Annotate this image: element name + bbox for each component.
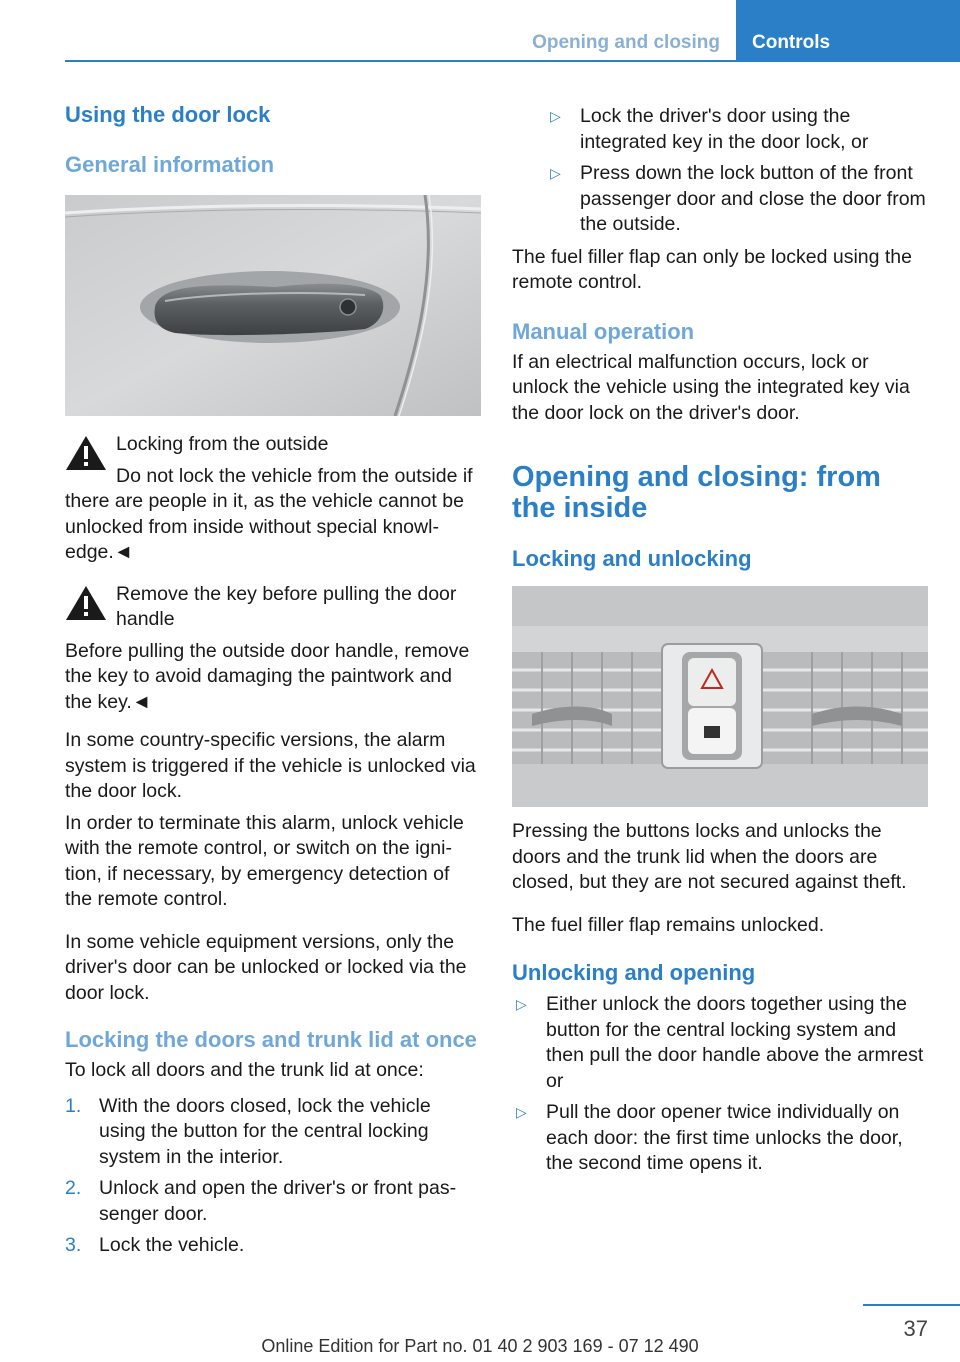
step-text: With the doors closed, lock the vehicle using the button for the central locking system in the interior. (99, 1094, 431, 1168)
heading-using-door-lock: Using the door lock (65, 102, 271, 127)
triangle-bullet-icon: ▷ (516, 996, 527, 1012)
heading-locking-unlocking: Locking and unlocking (512, 546, 752, 571)
heading-opening-closing-inside: Opening and closing: from the inside (512, 461, 881, 524)
triangle-bullet-icon: ▷ (550, 108, 561, 124)
door-handle-image (65, 195, 481, 416)
footer-rule (863, 1304, 960, 1306)
paragraph-terminate-alarm: In order to terminate this alarm, unlock vehicle with the remote control, or switch on the ignition, if necessary, by emergency detection of the remote control. (65, 811, 464, 910)
step-text: Lock the vehicle. (99, 1234, 245, 1256)
list-item (512, 1100, 928, 1177)
right-column (512, 104, 928, 1177)
heading-locking-at-once: Locking the doors and trunk lid at once (65, 1027, 477, 1052)
paragraph-equipment-versions: In some vehicle equipment versions, only the driver's door can be unlocked or locked via the door lock. (65, 930, 467, 1004)
step-number: 1. (65, 1094, 82, 1117)
bullet-text: Press down the lock button of the front passenger door and close the door from the outside. (580, 162, 926, 235)
left-column (65, 100, 481, 1259)
list-item (65, 1176, 481, 1227)
paragraph-to-lock: To lock all doors and the trunk lid at once: (65, 1059, 424, 1081)
warning-title: Locking from the outside (116, 433, 329, 455)
bullet-list-lock-methods (512, 104, 928, 238)
warning-body: Before pulling the outside door handle, remove the key to avoid damaging the paintwork and the key.◄ (65, 639, 470, 713)
list-item (546, 161, 928, 238)
header-tab-controls: Controls (736, 0, 960, 62)
warning-title: Remove the key before pulling the door handle (116, 582, 457, 630)
heading-general-information: General information (65, 152, 275, 177)
heading-manual-operation: Manual operation (512, 318, 695, 344)
paragraph-fuel-flap-locked: The fuel filler flap can only be locked using the remote control. (512, 245, 912, 293)
steps-list (65, 1094, 481, 1259)
paragraph-pressing-buttons: Pressing the buttons locks and unlocks the doors and the trunk lid when the doors are closed, but they are not secured against theft. (512, 820, 907, 893)
list-item (512, 992, 928, 1094)
paragraph-manual-operation: If an electrical malfunction occurs, lock or unlock the vehicle using the integrated key via the door lock on the driver's door. (512, 350, 910, 424)
bullet-text: Either unlock the doors together using the button for the central locking system and then pull the door handle above the armrest or (546, 993, 924, 1092)
paragraph-alarm: In some country-specific versions, the alarm system is triggered if the vehicle is unlocked via the door lock. (65, 729, 476, 802)
header-section-title: Opening and closing (532, 32, 720, 53)
bullet-text: Lock the driver's door using the integrated key in the door lock, or (580, 105, 869, 153)
warning-locking-outside (65, 432, 481, 566)
warning-triangle-icon (65, 584, 107, 622)
paragraph-fuel-flap-unlocked: The fuel filler flap remains unlocked. (512, 913, 825, 936)
warning-remove-key (65, 582, 481, 716)
list-item (65, 1233, 481, 1259)
header-rule (65, 60, 960, 62)
footer-edition: Online Edition for Part no. 01 40 2 903 169 - 07 12 490 (261, 1336, 699, 1356)
step-number: 3. (65, 1234, 82, 1256)
warning-triangle-icon (65, 434, 107, 472)
page-header (0, 0, 960, 62)
list-item (65, 1094, 481, 1171)
triangle-bullet-icon: ▷ (550, 165, 561, 181)
step-number: 2. (65, 1177, 82, 1199)
triangle-bullet-icon: ▷ (516, 1104, 527, 1120)
list-item (546, 104, 928, 155)
page-number: 37 (903, 1316, 928, 1341)
bullet-list-unlock-methods (512, 992, 928, 1177)
step-text: Unlock and open the driver's or front passenger door. (99, 1177, 457, 1225)
heading-unlocking-opening: Unlocking and opening (512, 960, 756, 985)
bullet-text: Pull the door opener twice individually on each door: the first time unlocks the door, the second time opens it. (546, 1101, 903, 1174)
warning-body: Do not lock the vehicle from the outside if there are people in it, as the vehicle cannot be unlocked from inside without special knowledge.◄ (65, 464, 473, 563)
door-handle-illustration (65, 195, 481, 416)
central-locking-illustration (512, 586, 928, 807)
central-locking-buttons-image (512, 586, 928, 807)
